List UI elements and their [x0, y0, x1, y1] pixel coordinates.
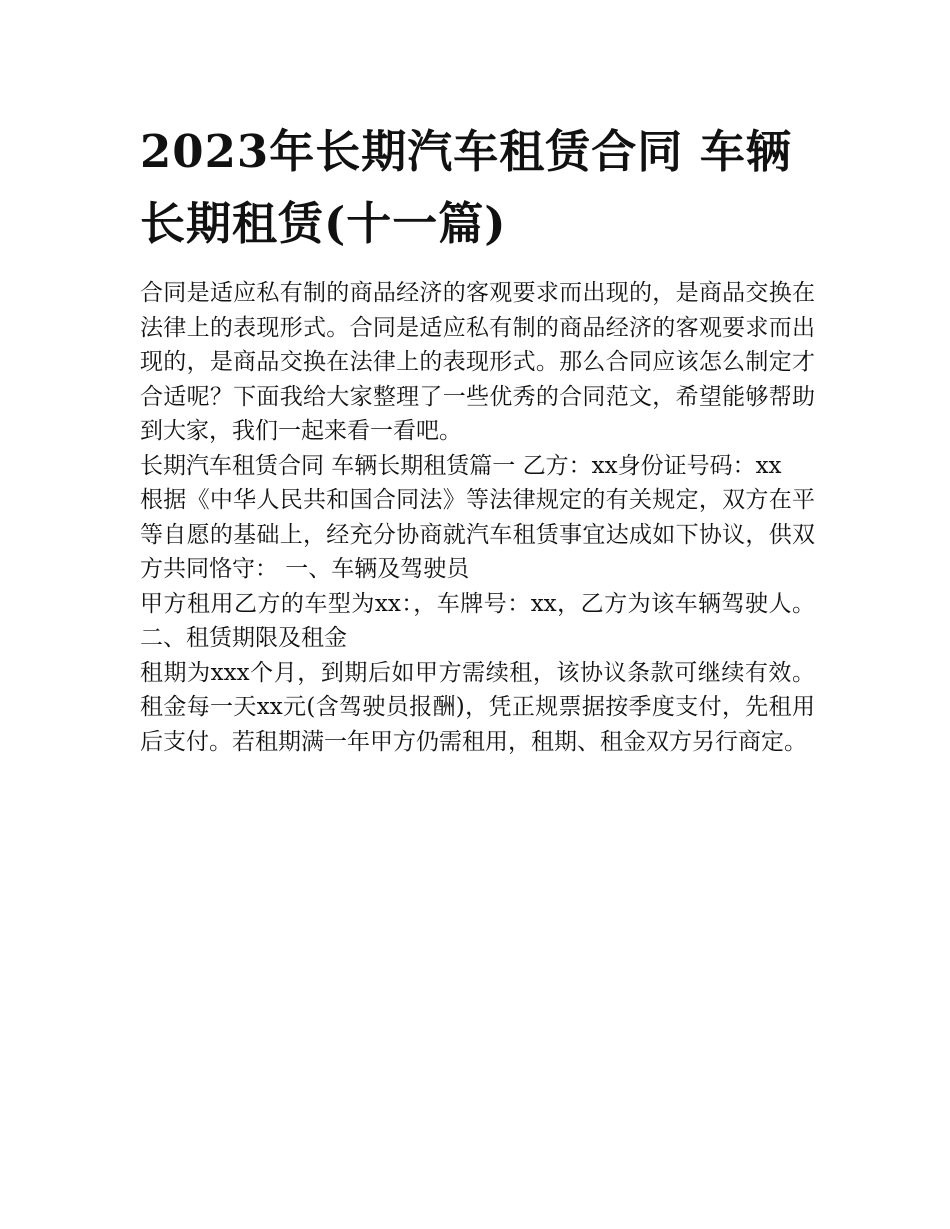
document-body: [140, 116, 815, 759]
paragraph-vehicle-driver: 甲方租用乙方的车型为xx：，车牌号：xx，乙方为该车辆驾驶人。 二、租赁期限及租金: [140, 590, 815, 651]
paragraph-intro: 合同是适应私有制的商品经济的客观要求而出现的，是商品交换在法律上的表现形式。合同是适应私有制的商品经济的客观要求而出现的，是商品交换在法律上的表现形式。那么合同应该怎么制定才合适呢？下面我给大家整理了一些优秀的合同范文，希望能够帮助到大家，我们一起来看一看吧。: [140, 280, 815, 444]
paragraph-section-heading: 长期汽车租赁合同 车辆长期租赁篇一 乙方：xx身份证号码：xx: [140, 452, 782, 479]
document-title: 2023年长期汽车租赁合同 车辆长期租赁(十一篇): [140, 125, 792, 250]
paragraph-lease-term-rent: 租期为xxx个月，到期后如甲方需续租，该协议条款可继续有效。租金每一天xx元(含驾驶员报酬)，凭正规票据按季度支付，先租用后支付。若租期满一年甲方仍需租用，租期、租金双方另行商定。: [140, 659, 815, 755]
paragraph-agreement-basis: 根据《中华人民共和国合同法》等法律规定的有关规定，双方在平等自愿的基础上，经充分协商就汽车租赁事宜达成如下协议，供双方共同恪守： 一、车辆及驾驶员: [140, 487, 815, 582]
